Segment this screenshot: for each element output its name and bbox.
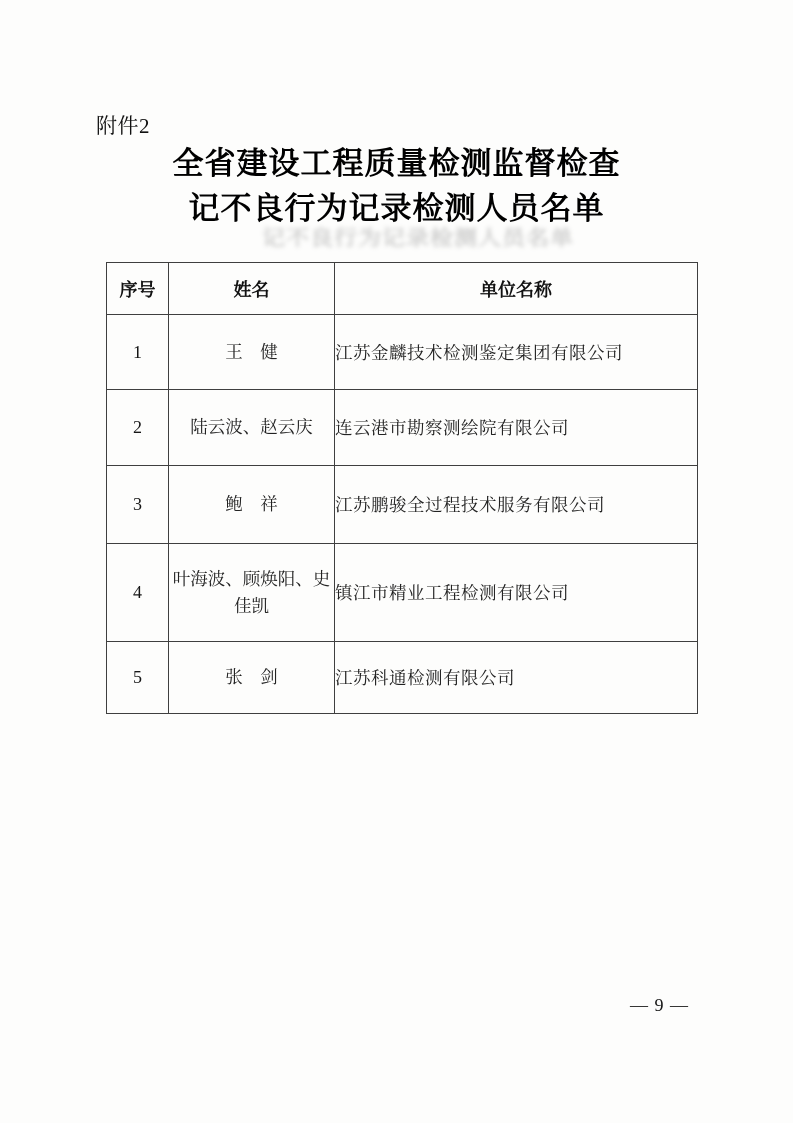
- name-cell: 叶海波、顾焕阳、史佳凯: [169, 544, 335, 642]
- table-row: [107, 390, 698, 466]
- attachment-label: 附件2: [96, 114, 150, 138]
- table-row: [107, 544, 698, 642]
- name-cell: 陆云波、赵云庆: [169, 390, 335, 466]
- table-body: [107, 315, 698, 714]
- row-number-cell: 2: [107, 390, 169, 466]
- table-header-row: [107, 263, 698, 315]
- header-serial-number: 序号: [107, 263, 169, 315]
- table-row: [107, 315, 698, 390]
- document-title-line-1: 全省建设工程质量检测监督检查: [172, 146, 621, 182]
- row-number-cell: 3: [107, 466, 169, 544]
- company-cell: 连云港市勘察测绘院有限公司: [335, 390, 698, 466]
- bleed-through-ghost-text: 记不良行为记录检测人员名单: [262, 226, 574, 251]
- row-number-cell: 1: [107, 315, 169, 390]
- table-header: [107, 263, 698, 315]
- table-row: [107, 642, 698, 714]
- page-number: — 9 —: [630, 995, 689, 1015]
- name-cell: 张 剑: [169, 642, 335, 714]
- company-cell: 江苏鹏骏全过程技术服务有限公司: [335, 466, 698, 544]
- company-cell: 镇江市精业工程检测有限公司: [335, 544, 698, 642]
- table-row: [107, 466, 698, 544]
- company-cell: 江苏科通检测有限公司: [335, 642, 698, 714]
- row-number-cell: 5: [107, 642, 169, 714]
- personnel-roster-table: [106, 262, 698, 714]
- document-title-line-2: 记不良行为记录检测人员名单: [188, 191, 605, 227]
- company-cell: 江苏金麟技术检测鉴定集团有限公司: [335, 315, 698, 390]
- header-name: 姓名: [169, 263, 335, 315]
- document-title: [0, 142, 793, 232]
- row-number-cell: 4: [107, 544, 169, 642]
- name-cell: 鲍 祥: [169, 466, 335, 544]
- header-unit-name: 单位名称: [335, 263, 698, 315]
- name-cell: 王 健: [169, 315, 335, 390]
